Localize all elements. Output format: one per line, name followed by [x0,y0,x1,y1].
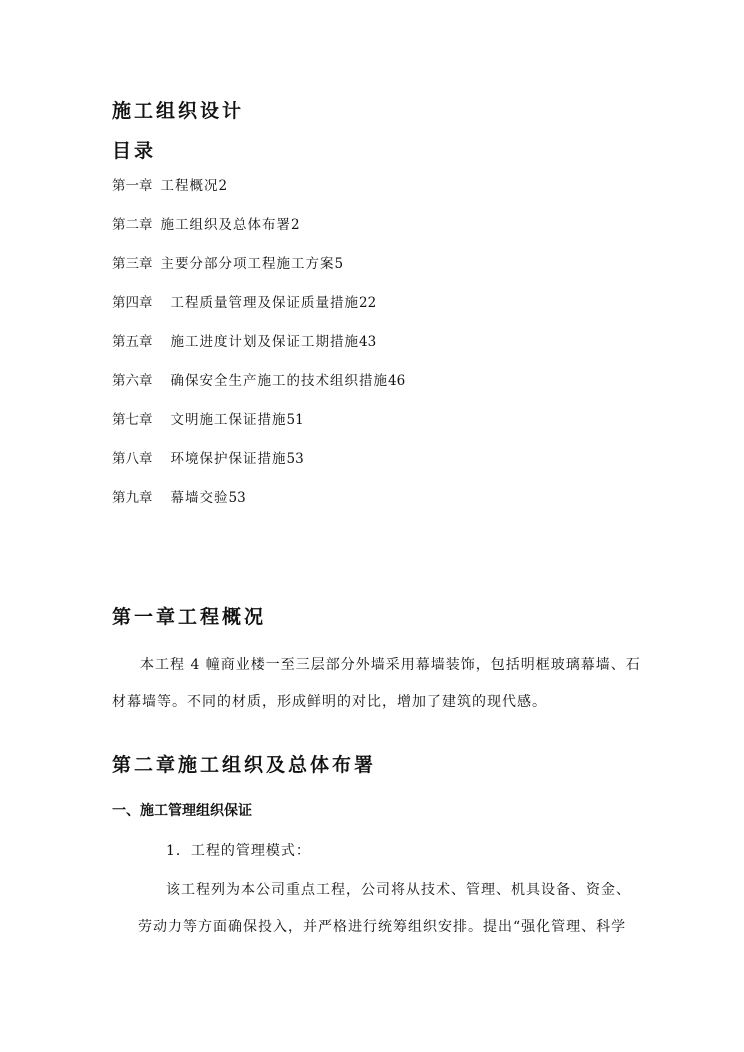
toc-entry[interactable] [112,215,405,254]
document-title: 施工组织设计 [112,100,245,122]
chapter2-heading: 第二章施工组织及总体布署 [112,754,377,776]
toc-entry[interactable] [112,254,405,293]
chapter2-paragraph-line1: 该工程列为本公司重点工程，公司将从技术、管理、机具设备、资金、 [166,882,631,898]
toc-heading: 目录 [112,140,157,162]
toc-chapter-title: 施工组织及总体布署 [160,217,291,233]
toc-chapter-label: 第八章 [112,451,153,467]
toc-page-number: 53 [286,451,304,467]
toc-page-number: 2 [291,217,300,233]
toc-chapter-title: 工程质量管理及保证质量措施 [170,295,359,311]
toc-chapter-label: 第九章 [112,490,153,506]
toc-chapter-title: 确保安全生产施工的技术组织措施 [170,373,388,389]
chapter2-paragraph-line2: 劳动力等方面确保投入，并严格进行统筹组织安排。提出“强化管理、科学 [138,919,627,935]
toc-page-number: 22 [359,295,377,311]
toc-entry[interactable] [112,410,405,449]
chapter1-paragraph-line1: 本工程 4 幢商业楼一至三层部分外墙采用幕墙装饰，包括明框玻璃幕墙、石 [140,657,641,673]
toc-chapter-label: 第六章 [112,373,153,389]
toc-chapter-title: 文明施工保证措施 [170,412,287,428]
toc-chapter-label: 第一章 [112,178,153,194]
toc-entry[interactable] [112,488,405,527]
toc-chapter-title: 环境保护保证措施 [170,451,287,467]
chapter1-paragraph-line2: 材幕墙等。不同的材质，形成鲜明的对比，增加了建筑的现代感。 [112,694,547,710]
toc-page-number: 43 [359,334,377,350]
toc-entry[interactable] [112,176,405,215]
toc-chapter-title: 工程概况 [160,178,219,194]
toc-chapter-label: 第五章 [112,334,153,350]
toc-page-number: 46 [388,373,406,389]
toc-chapter-title: 幕墙交验 [170,490,229,506]
toc-page-number: 2 [218,178,228,194]
toc-entry[interactable] [112,371,405,410]
toc-chapter-title: 主要分部分项工程施工方案 [160,256,335,272]
toc-page-number: 5 [334,256,344,272]
toc-chapter-label: 第三章 [112,256,153,272]
toc-chapter-label: 第四章 [112,295,153,311]
toc-page-number: 51 [286,412,304,428]
toc-chapter-label: 第二章 [112,217,153,233]
toc-chapter-label: 第七章 [112,412,153,428]
chapter2-item1: 1．工程的管理模式： [166,843,311,859]
table-of-contents [112,176,405,527]
toc-entry[interactable] [112,293,405,332]
section-heading: 一、施工管理组织保证 [112,803,252,819]
toc-page-number: 53 [228,490,246,506]
chapter1-heading: 第一章工程概况 [112,606,267,628]
toc-entry[interactable] [112,449,405,488]
toc-chapter-title: 施工进度计划及保证工期措施 [170,334,359,350]
toc-entry[interactable] [112,332,405,371]
